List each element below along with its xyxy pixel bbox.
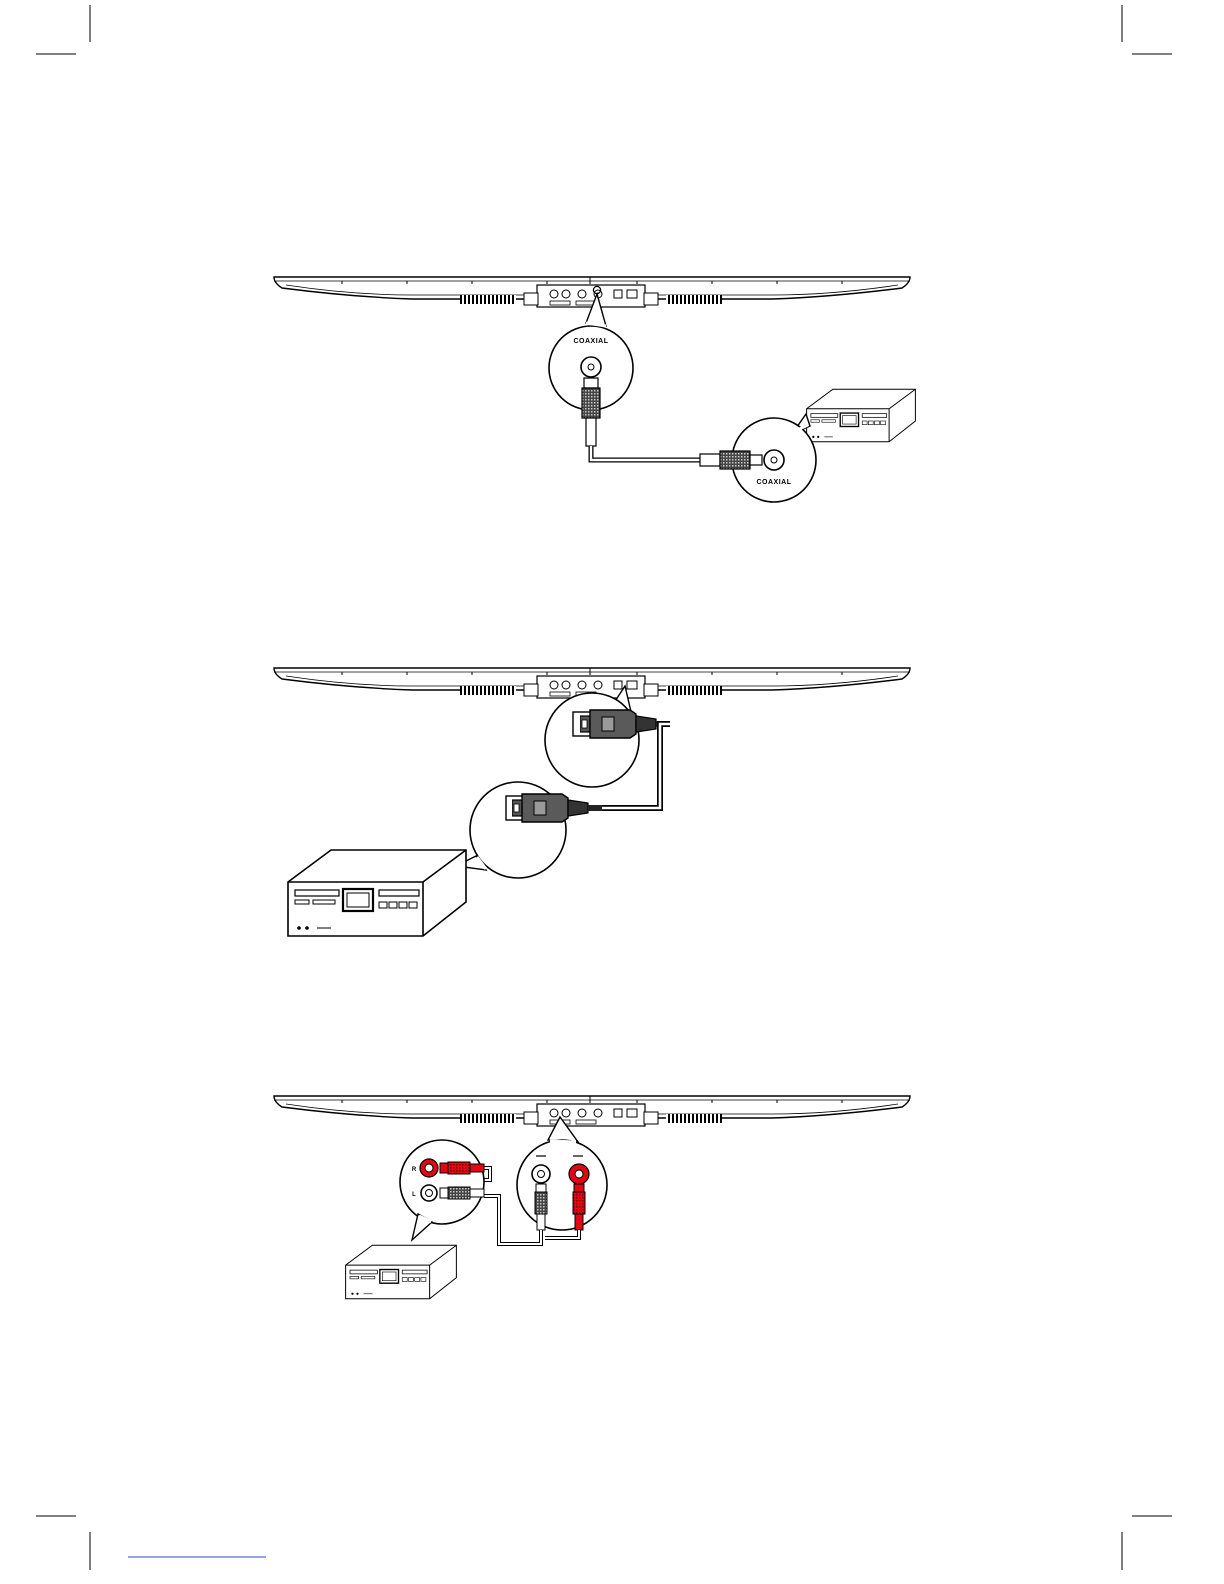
optical-source-plug-icon (512, 794, 602, 822)
soundbar-rear-panel-icon (274, 277, 910, 307)
analog-source-callout (400, 1140, 484, 1224)
analog-device-callout (517, 1140, 607, 1230)
coaxial-source-label: COAXIAL (756, 479, 792, 486)
right-channel-label: R (411, 1167, 417, 1173)
coaxial-diagram (274, 277, 915, 502)
coaxial-device-label: COAXIAL (573, 338, 609, 345)
coaxial-plug-icon (582, 378, 600, 446)
analog-diagram (274, 1096, 910, 1299)
disc-player-icon (346, 1245, 457, 1299)
optical-device-callout (545, 693, 639, 787)
optical-plug-icon (580, 710, 670, 738)
disc-player-icon (807, 389, 916, 442)
disc-player-icon (288, 850, 466, 936)
crop-marks (36, 5, 1172, 1570)
left-channel-label: L (412, 1192, 416, 1198)
soundbar-rear-panel-icon (274, 1096, 910, 1126)
optical-diagram (274, 668, 910, 936)
